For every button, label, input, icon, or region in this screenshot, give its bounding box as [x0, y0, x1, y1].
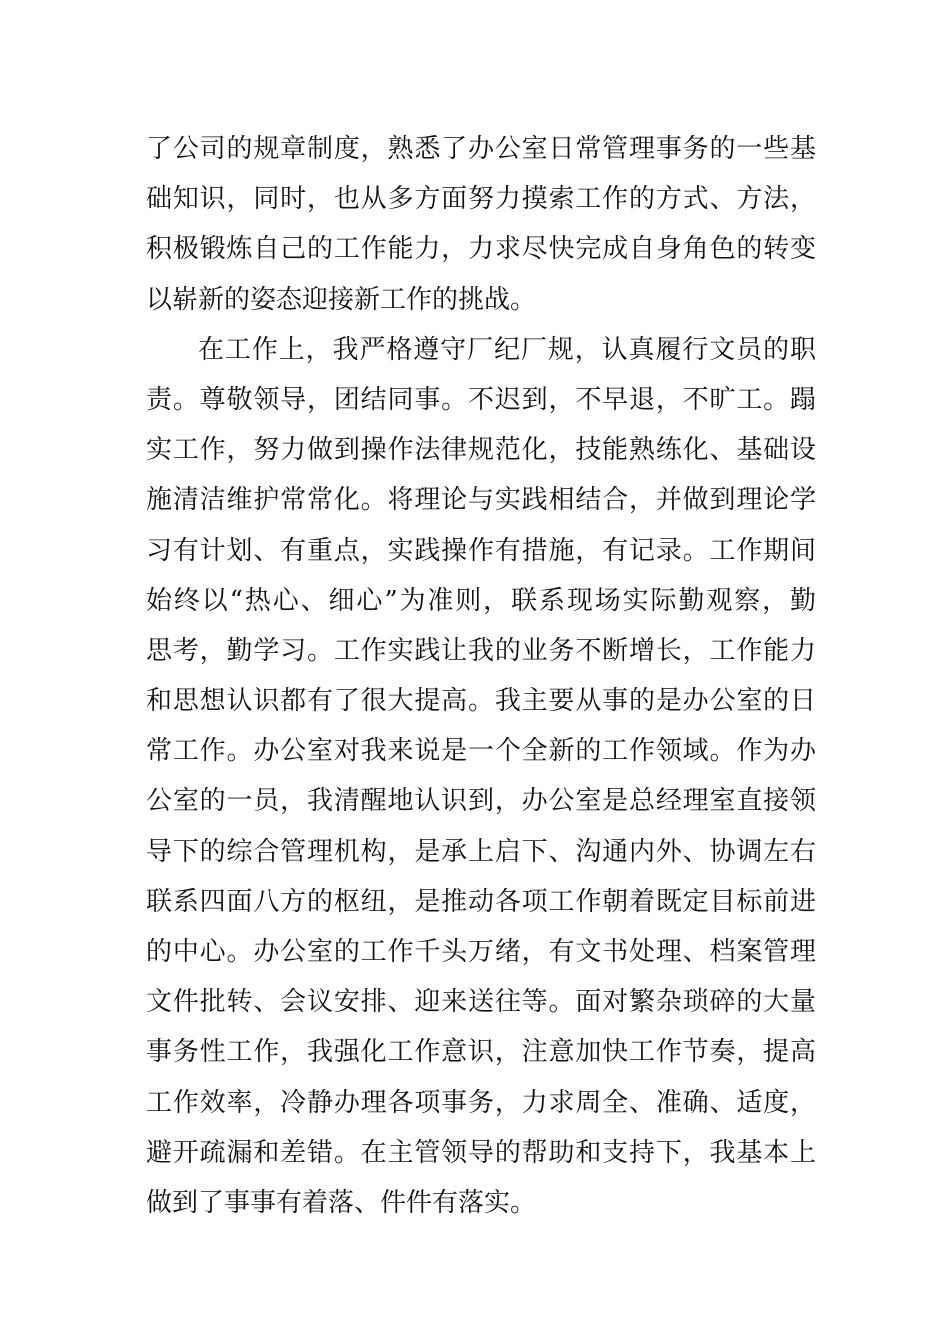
- text-line: 导下的综合管理机构，是承上启下、沟通内外、协调左右: [146, 836, 816, 867]
- text-line: 联系四面八方的枢纽，是推动各项工作朝着既定目标前进: [146, 886, 816, 917]
- text-line: 公室的一员，我清醒地认识到，办公室是总经理室直接领: [146, 786, 816, 817]
- text-line: 以崭新的姿态迎接新工作的挑战。: [146, 284, 537, 315]
- text-line: 责。尊敬领导，团结同事。不迟到，不早退，不旷工。蹋: [146, 384, 816, 415]
- paragraph-2: [146, 325, 816, 1228]
- text-line: 在工作上，我严格遵守厂纪厂规，认真履行文员的职: [198, 334, 816, 365]
- text-line: 思考，勤学习。工作实践让我的业务不断增长，工作能力: [146, 635, 816, 666]
- text-line: 做到了事事有着落、件件有落实。: [146, 1187, 537, 1218]
- text-line: 础知识，同时，也从多方面努力摸索工作的方式、方法，: [146, 184, 816, 215]
- text-line: 和思想认识都有了很大提高。我主要从事的是办公室的日: [146, 686, 816, 717]
- text-line: 实工作，努力做到操作法律规范化，技能熟练化、基础设: [146, 435, 816, 466]
- text-line: 始终以“热心、细心”为准则，联系现场实际勤观察，勤: [146, 585, 816, 616]
- text-line: 事务性工作，我强化工作意识，注意加快工作节奏，提高: [146, 1037, 816, 1068]
- document-body: [146, 124, 816, 1228]
- text-line: 常工作。办公室对我来说是一个全新的工作领域。作为办: [146, 736, 816, 767]
- text-line: 施清洁维护常常化。将理论与实践相结合，并做到理论学: [146, 485, 816, 516]
- text-line: 习有计划、有重点，实践操作有措施，有记录。工作期间: [146, 535, 816, 566]
- text-line: 避开疏漏和差错。在主管领导的帮助和支持下，我基本上: [146, 1137, 816, 1168]
- text-line: 的中心。办公室的工作千头万绪，有文书处理、档案管理: [146, 937, 816, 967]
- text-line: 工作效率，冷静办理各项事务，力求周全、准确、适度，: [146, 1087, 816, 1118]
- text-line: 了公司的规章制度，熟悉了办公室日常管理事务的一些基: [146, 134, 816, 164]
- text-line: 文件批转、会议安排、迎来送往等。面对繁杂琐碎的大量: [146, 987, 816, 1018]
- paragraph-1: [146, 124, 816, 325]
- text-line: 积极锻炼自己的工作能力，力求尽快完成自身角色的转变: [146, 234, 816, 265]
